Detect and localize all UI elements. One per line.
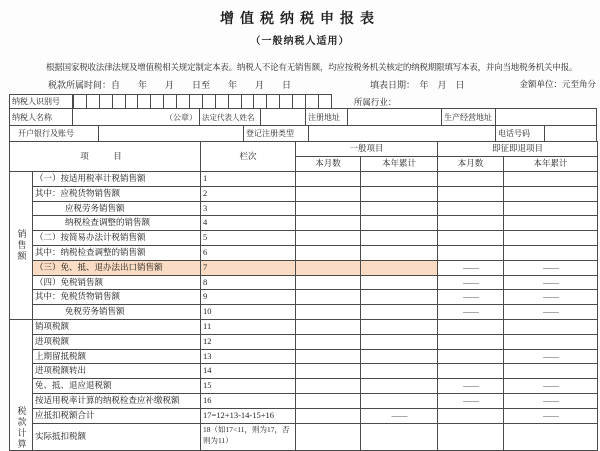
column-number-cell: 17=12+13-14-15+16: [201, 408, 296, 423]
form-subtitle: （一般纳税人适用）: [250, 36, 350, 47]
table-row: [10, 319, 598, 334]
fill-date-label: 填表日期： 年 月 日: [370, 80, 465, 90]
general-items-header: 一般项目: [296, 142, 438, 157]
group-label-cell: [10, 319, 33, 450]
form-title: 增值税纳税申报表: [220, 12, 380, 27]
general-month-cell: [296, 290, 361, 305]
id-digit-box: [125, 94, 139, 109]
item-cell: 免、抵、退应退税额: [33, 379, 201, 394]
table-row: [10, 393, 598, 408]
id-digit-box: [305, 94, 319, 109]
general-month-cell: [296, 172, 361, 187]
table-row: [10, 423, 598, 450]
seal-label: （公章）: [165, 112, 197, 122]
column-number-cell: 18（如17<11，则为17，否则为11）: [201, 423, 296, 450]
general-month-cell: [296, 216, 361, 231]
form-instruction-note: 根据国家税收法律法规及增值税相关规定制定本表。纳税人不论有无销售额，均应按税务机关核定的纳税期限填写本表，并向当地税务机关申报。: [46, 62, 578, 72]
id-digit-box: [150, 94, 164, 109]
general-year-cell: [361, 334, 438, 349]
item-cell: （三）免、抵、退办法出口销售额: [33, 260, 201, 275]
refund-month-cell: [438, 423, 504, 450]
tax-declaration-table: [9, 141, 598, 451]
item-cell: 其中：免税货物销售额: [33, 290, 201, 305]
id-digit-box: [176, 94, 190, 109]
refund-year-cell: [504, 364, 598, 379]
tax-period-label: 税款所属时间：自 年 月 日至 年 月 日: [48, 80, 292, 90]
id-digit-box: [163, 94, 177, 109]
general-month-header: 本月数: [296, 157, 361, 172]
reg-type-value-cell: [308, 125, 496, 142]
item-cell: 纳税检查调整的销售额: [33, 216, 201, 231]
general-year-cell: [361, 393, 438, 408]
item-cell: 免税劳务销售额: [33, 305, 201, 320]
general-month-cell: [296, 275, 361, 290]
refund-month-cell: [438, 364, 504, 379]
table-row: [10, 172, 598, 187]
item-cell: 其中：纳税检查调整的销售额: [33, 245, 201, 260]
general-year-cell: [361, 275, 438, 290]
reg-address-label-cell: 注册地址: [305, 108, 348, 126]
item-cell: 进项税额: [33, 334, 201, 349]
id-digit-box: [318, 94, 332, 109]
id-digit-box: [228, 94, 242, 109]
table-row: [10, 201, 598, 216]
bank-value-cell: [98, 125, 244, 142]
table-row: [10, 379, 598, 394]
amount-unit-label: 金额单位：元至角分: [519, 79, 596, 89]
reg-type-label-cell: 登记注册类型: [243, 125, 309, 142]
general-year-cell: [361, 290, 438, 305]
taxpayer-name-row: [9, 108, 597, 126]
refund-year-cell: [504, 423, 598, 450]
item-cell: 实际抵扣税额: [33, 423, 201, 450]
refund-month-cell: ——: [438, 290, 504, 305]
column-number-cell: 10: [201, 305, 296, 320]
taxpayer-name-label-cell: 纳税人名称: [9, 108, 73, 126]
general-year-cell: [361, 216, 438, 231]
item-cell: 进项税额转出: [33, 364, 201, 379]
reg-address-value-cell: [347, 108, 442, 126]
refund-month-cell: [438, 334, 504, 349]
table-row: [10, 260, 598, 275]
refund-month-header: 本月数: [438, 157, 504, 172]
refund-month-cell: [438, 201, 504, 216]
refund-month-cell: [438, 408, 504, 423]
business-address-label-cell: 生产经营地址: [441, 108, 496, 126]
bank-row: [9, 125, 597, 142]
refund-year-cell: ——: [504, 379, 598, 394]
id-digit-box: [73, 94, 87, 109]
tax-table-body: [10, 172, 598, 451]
id-digit-box: [292, 94, 306, 109]
column-number-cell: 7: [201, 260, 296, 275]
column-number-cell: 12: [201, 334, 296, 349]
refund-year-cell: [504, 231, 598, 246]
refund-year-cell: [504, 216, 598, 231]
industry-label: 所属行业：: [353, 96, 397, 107]
general-year-header: 本年累计: [361, 157, 438, 172]
phone-value-cell: [544, 125, 597, 142]
refund-year-cell: ——: [504, 290, 598, 305]
id-digit-box: [253, 94, 267, 109]
column-number-cell: 16: [201, 393, 296, 408]
taxpayer-name-value-cell: [72, 108, 200, 126]
item-cell: 其中：应税货物销售额: [33, 186, 201, 201]
table-row: [10, 231, 598, 246]
refund-year-cell: ——: [504, 393, 598, 408]
table-row: [10, 216, 598, 231]
item-cell: 销项税额: [33, 319, 201, 334]
general-month-cell: [296, 379, 361, 394]
refund-month-cell: ——: [438, 260, 504, 275]
column-number-cell: 5: [201, 231, 296, 246]
item-cell: （一）按适用税率计税销售额: [33, 172, 201, 187]
item-header: 项 目: [10, 142, 201, 172]
general-month-cell: [296, 393, 361, 408]
refund-month-cell: [438, 319, 504, 334]
column-number-cell: 6: [201, 245, 296, 260]
scanned-vat-form: [0, 8, 600, 450]
table-row: [10, 408, 598, 423]
refund-month-cell: ——: [438, 379, 504, 394]
general-month-cell: [296, 260, 361, 275]
refund-year-cell: [504, 201, 598, 216]
group-label: 销售额: [16, 228, 27, 262]
general-month-cell: [296, 334, 361, 349]
refund-year-cell: [504, 172, 598, 187]
column-number-header: 栏次: [201, 142, 296, 172]
general-month-cell: [296, 231, 361, 246]
refund-year-cell: [504, 319, 598, 334]
refund-month-cell: [438, 216, 504, 231]
group-label: 税款计算: [16, 405, 27, 450]
refund-year-cell: ——: [504, 260, 598, 275]
general-year-cell: [361, 186, 438, 201]
general-year-cell: [361, 379, 438, 394]
table-row: [10, 275, 598, 290]
taxpayer-info-section: [9, 94, 597, 142]
refund-year-cell: [504, 186, 598, 201]
general-year-cell: [361, 319, 438, 334]
refund-month-cell: ——: [438, 305, 504, 320]
column-number-cell: 2: [201, 186, 296, 201]
column-number-cell: 11: [201, 319, 296, 334]
general-month-cell: [296, 245, 361, 260]
refund-year-cell: ——: [504, 305, 598, 320]
id-digit-box: [99, 94, 113, 109]
general-year-cell: [361, 349, 438, 364]
item-cell: 应税劳务销售额: [33, 201, 201, 216]
column-number-cell: 14: [201, 364, 296, 379]
table-row: [10, 290, 598, 305]
refund-month-cell: [438, 172, 504, 187]
refund-year-cell: [504, 245, 598, 260]
general-month-cell: [296, 201, 361, 216]
refund-items-header: 即征即退项目: [438, 142, 598, 157]
item-cell: 上期留抵税额: [33, 349, 201, 364]
general-year-cell: [361, 305, 438, 320]
table-header-row-1: [10, 142, 598, 157]
general-month-cell: [296, 305, 361, 320]
bank-label-cell: 开户银行及账号: [9, 125, 99, 142]
general-year-cell: [361, 245, 438, 260]
column-number-cell: 4: [201, 216, 296, 231]
id-digit-box: [137, 94, 151, 109]
refund-month-cell: ——: [438, 393, 504, 408]
table-row: [10, 349, 598, 364]
refund-year-cell: ——: [504, 349, 598, 364]
general-month-cell: [296, 364, 361, 379]
general-month-cell: [296, 408, 361, 423]
refund-month-cell: [438, 231, 504, 246]
general-year-cell: [361, 231, 438, 246]
refund-month-cell: [438, 245, 504, 260]
column-number-cell: 15: [201, 379, 296, 394]
column-number-cell: 9: [201, 290, 296, 305]
table-row: [10, 364, 598, 379]
refund-year-cell: ——: [504, 408, 598, 423]
legal-rep-value-cell: [260, 108, 306, 126]
id-digit-box: [215, 94, 229, 109]
id-digit-box: [266, 94, 280, 109]
business-address-value-cell: [495, 108, 597, 126]
refund-year-cell: [504, 334, 598, 349]
table-row: [10, 305, 598, 320]
id-digit-box: [112, 94, 126, 109]
general-year-cell: [361, 423, 438, 450]
column-number-cell: 1: [201, 172, 296, 187]
id-digit-box: [202, 94, 216, 109]
taxpayer-id-label-cell: 纳税人识别号: [9, 94, 73, 109]
id-digit-box: [189, 94, 203, 109]
refund-month-cell: [438, 349, 504, 364]
period-line: [0, 78, 600, 90]
general-year-cell: ——: [361, 408, 438, 423]
general-month-cell: [296, 319, 361, 334]
item-cell: 应抵扣税额合计: [33, 408, 201, 423]
table-row: [10, 245, 598, 260]
taxpayer-id-boxes: [73, 94, 332, 109]
id-digit-box: [279, 94, 293, 109]
general-year-cell: [361, 172, 438, 187]
refund-year-header: 本年累计: [504, 157, 598, 172]
general-month-cell: [296, 186, 361, 201]
column-number-cell: 8: [201, 275, 296, 290]
taxpayer-id-row: [9, 94, 597, 109]
table-row: [10, 186, 598, 201]
group-label-cell: [10, 172, 33, 320]
item-cell: （四）免税销售额: [33, 275, 201, 290]
general-year-cell: [361, 260, 438, 275]
general-month-cell: [296, 349, 361, 364]
item-cell: （二）按简易办法计税销售额: [33, 231, 201, 246]
id-digit-box: [86, 94, 100, 109]
column-number-cell: 13: [201, 349, 296, 364]
refund-month-cell: ——: [438, 275, 504, 290]
legal-rep-label-cell: 法定代表人姓名: [199, 108, 261, 126]
refund-month-cell: [438, 186, 504, 201]
general-year-cell: [361, 201, 438, 216]
id-digit-box: [241, 94, 255, 109]
general-month-cell: [296, 423, 361, 450]
column-number-cell: 3: [201, 201, 296, 216]
phone-label-cell: 电话号码: [495, 125, 545, 142]
general-year-cell: [361, 364, 438, 379]
item-cell: 按适用税率计算的纳税检查应补缴税额: [33, 393, 201, 408]
table-row: [10, 334, 598, 349]
refund-year-cell: ——: [504, 275, 598, 290]
